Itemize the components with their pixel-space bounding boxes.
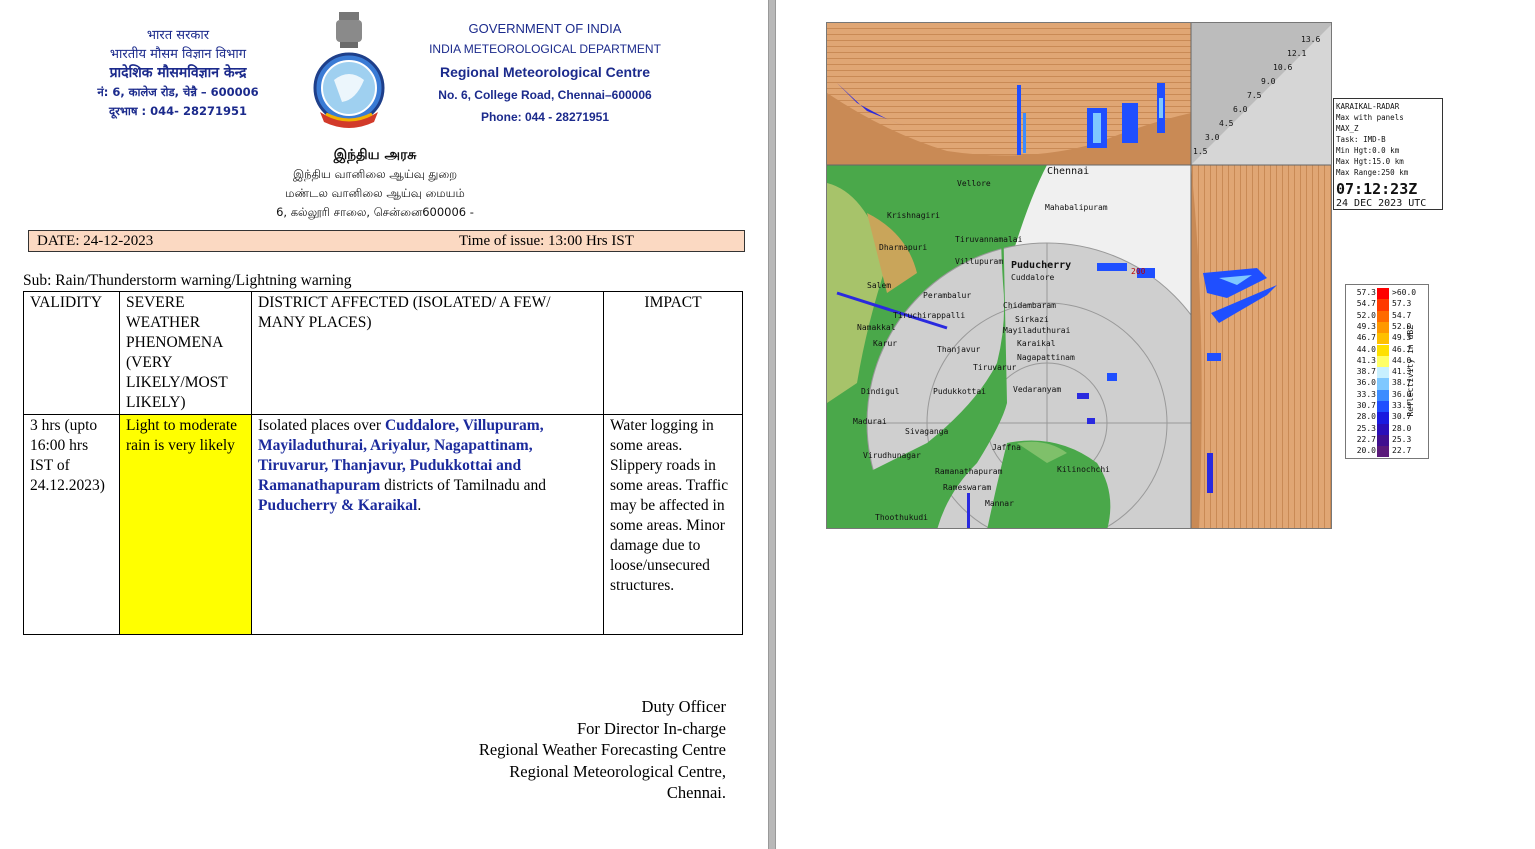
legend-low-value: 22.7 [1356, 434, 1376, 444]
table-header-row [24, 292, 743, 415]
place-perambalur: Perambalur [923, 291, 972, 300]
place-dindigul: Dindigul [861, 387, 900, 396]
range-ring-label: 200 [1131, 267, 1146, 276]
legend-low-value: 38.7 [1356, 367, 1376, 377]
legend-high-value: 30.7 [1392, 412, 1412, 422]
place-karaikal: Karaikal [1017, 339, 1056, 348]
place-tiruvannamalai: Tiruvannamalai [955, 235, 1023, 244]
info-station: KARAIKAL-RADAR [1336, 102, 1400, 111]
header-phenomena: SEVERE WEATHER PHENOMENA (VERY LIKELY/MOST LIKELY) [120, 292, 252, 415]
legend-swatch [1377, 401, 1389, 412]
legend-swatch [1377, 424, 1389, 435]
place-mahabalipuram: Mahabalipuram [1045, 203, 1108, 212]
hindi-line-5: दूरभाष : 044- 28271951 [109, 104, 247, 118]
cell-validity: 3 hrs (upto 16:00 hrs IST of 24.12.2023) [24, 415, 120, 635]
signature-line-3: Regional Weather Forecasting Centre [478, 740, 726, 760]
district-list-tamilnadu: Cuddalore, Villupuram, Mayiladuthurai, Ariyalur, Nagapattinam, Tiruvarur, Thanjavur, Pudukkottai and Ramanathapuram [258, 417, 544, 494]
legend-high-value: 33.3 [1392, 401, 1412, 410]
hindi-line-3: प्रादेशिक मौसमविज्ञान केन्द्र [109, 65, 247, 81]
legend-high-value: 44.0 [1392, 355, 1412, 365]
header-impact: IMPACT [604, 292, 743, 415]
height-tick: 4.5 [1219, 119, 1234, 128]
hindi-line-4: नं: 6, कालेज रोड, चेन्नै – 600006 [97, 85, 259, 99]
info-time: 07:12:23Z [1336, 180, 1418, 198]
place-ramanathapuram: Ramanathapuram [935, 467, 1003, 476]
issue-date: DATE: 24-12-2023 [37, 233, 154, 249]
legend-swatch [1377, 435, 1389, 446]
legend-high-value: 38.7 [1392, 378, 1412, 388]
place-chidambaram: Chidambaram [1003, 301, 1056, 310]
place-krishnagiri: Krishnagiri [887, 211, 940, 220]
legend-swatch [1377, 299, 1389, 310]
legend-low-value: 28.0 [1356, 412, 1376, 422]
tamil-line-2: இந்திய வானிலை ஆய்வு துறை [292, 167, 458, 181]
signature-line-2: For Director In-charge [576, 718, 726, 738]
cell-district [252, 415, 604, 635]
legend-swatch [1377, 378, 1389, 389]
place-thanjavur: Thanjavur [937, 345, 981, 354]
place-puducherry: Puducherry [1011, 260, 1072, 271]
issue-bar [28, 230, 745, 252]
place-cuddalore: Cuddalore [1011, 273, 1055, 282]
legend-high-value: 41.3 [1392, 367, 1412, 377]
signature-line-5: Chennai. [666, 783, 726, 803]
legend-swatch [1377, 390, 1389, 401]
legend-low-value: 52.0 [1356, 310, 1376, 320]
place-nagapattinam: Nagapattinam [1017, 353, 1075, 362]
legend-low-value: 57.3 [1356, 288, 1376, 297]
legend-swatch [1377, 446, 1389, 457]
legend-swatch [1377, 356, 1389, 367]
info-min-height: Min Hgt:0.0 km [1336, 146, 1400, 155]
legend-low-value: 36.0 [1356, 378, 1376, 388]
height-tick: 12.1 [1287, 49, 1307, 58]
legend-high-value: >60.0 [1392, 288, 1417, 297]
place-vedaranyam: Vedaranyam [1013, 385, 1062, 394]
legend-swatch [1377, 412, 1389, 423]
legend-swatch [1377, 345, 1389, 356]
english-line-4: No. 6, College Road, Chennai–600006 [438, 88, 652, 102]
district-end: . [417, 497, 422, 514]
reflectivity-legend [1345, 284, 1429, 459]
place-tiruchirappalli: Tiruchirappalli [893, 311, 966, 320]
info-max-range: Max Range:250 km [1336, 168, 1409, 177]
place-jaffna: Jaffna [992, 443, 1021, 452]
height-tick: 10.6 [1273, 63, 1293, 72]
place-virudhunagar: Virudhunagar [863, 451, 921, 460]
english-header [420, 20, 670, 128]
signature-block [479, 696, 726, 804]
tamil-line-4: 6, கல்லூரி சாலை, சென்னை600006 - [276, 205, 474, 219]
hindi-line-2: भारतीय मौसम विज्ञान विभाग [109, 47, 247, 62]
info-task: Task: IMD-B [1336, 135, 1386, 144]
legend-low-value: 49.3 [1356, 321, 1376, 331]
info-type: MAX_Z [1336, 124, 1359, 133]
hindi-header [78, 26, 278, 121]
signature-line-4: Regional Meteorological Centre, [509, 761, 726, 781]
height-tick: 7.5 [1247, 91, 1262, 100]
legend-swatch [1377, 367, 1389, 378]
subject-line: Sub: Rain/Thunderstorm warning/Lightning warning [23, 272, 352, 289]
imd-emblem-icon [312, 10, 386, 130]
page-divider [768, 0, 776, 849]
legend-low-value: 44.0 [1356, 344, 1376, 354]
radar-info-box [1333, 98, 1443, 210]
english-line-1: GOVERNMENT OF INDIA [468, 21, 622, 36]
place-mannar: Mannar [985, 499, 1014, 508]
legend-low-value: 20.0 [1356, 446, 1376, 456]
cell-impact: Water logging in some areas. Slippery roads in some areas. Traffic may be affected in some areas. Minor damage due to loose/unsecured structures. [604, 415, 743, 635]
place-mayiladuthurai: Mayiladuthurai [1003, 326, 1071, 335]
info-max-height: Max Hgt:15.0 km [1336, 157, 1404, 166]
legend-high-value: 54.7 [1392, 310, 1412, 320]
hindi-line-1: भारत सरकार [146, 28, 210, 43]
legend-high-value: 25.3 [1392, 434, 1412, 444]
legend-high-value: 52.0 [1392, 321, 1412, 331]
height-tick: 6.0 [1233, 105, 1248, 114]
issue-time: Time of issue: 13:00 Hrs IST [459, 233, 634, 249]
legend-low-value: 30.7 [1356, 401, 1376, 410]
legend-high-value: 36.0 [1392, 389, 1412, 399]
legend-low-value: 54.7 [1356, 299, 1376, 309]
district-prefix: Isolated places over [258, 417, 385, 434]
legend-swatch [1377, 288, 1389, 299]
legend-low-value: 46.7 [1356, 333, 1376, 343]
place-dharmapuri: Dharmapuri [879, 243, 928, 252]
place-kilinochchi: Kilinochchi [1057, 465, 1110, 474]
place-rameswaram: Rameswaram [943, 483, 992, 492]
legend-high-value: 49.3 [1392, 333, 1412, 343]
place-villupuram: Villupuram [955, 257, 1004, 266]
english-line-2: INDIA METEOROLOGICAL DEPARTMENT [429, 42, 661, 56]
legend-high-value: 28.0 [1392, 423, 1412, 433]
legend-high-value: 57.3 [1392, 299, 1412, 309]
height-tick: 9.0 [1261, 77, 1276, 86]
info-date: 24 DEC 2023 UTC [1336, 198, 1427, 209]
height-tick: 13.6 [1301, 35, 1321, 44]
info-product: Max with panels [1336, 113, 1404, 122]
table-row [24, 415, 743, 635]
header-validity: VALIDITY [24, 292, 120, 415]
legend-unit: Reflectivity in dBZ [1406, 325, 1415, 417]
place-sivaganga: Sivaganga [905, 427, 949, 436]
district-mid: districts of Tamilnadu and [380, 477, 546, 494]
english-line-5: Phone: 044 - 28271951 [480, 110, 610, 124]
radar-image [826, 22, 1332, 529]
english-line-3: Regional Meteorological Centre [439, 64, 651, 80]
place-tiruvarur: Tiruvarur [973, 363, 1017, 372]
district-list-puducherry: Puducherry & Karaikal [258, 497, 418, 514]
place-thoothukudi: Thoothukudi [875, 513, 928, 522]
place-namakkal: Namakkal [857, 323, 896, 332]
height-tick: 1.5 [1193, 147, 1208, 156]
place-karur: Karur [873, 339, 898, 348]
place-pudukkottai: Pudukkottai [933, 387, 986, 396]
legend-swatch [1377, 311, 1389, 322]
place-madurai: Madurai [853, 417, 887, 426]
tamil-line-3: மண்டல வானிலை ஆய்வு மையம் [285, 186, 465, 200]
cell-phenomena: Light to moderate rain is very likely [120, 415, 252, 635]
legend-low-value: 25.3 [1356, 423, 1376, 433]
place-salem: Salem [867, 281, 892, 290]
tamil-line-1: இந்திய அரசு [333, 147, 417, 163]
warning-table [23, 291, 743, 635]
height-tick: 3.0 [1205, 133, 1220, 142]
legend-high-value: 22.7 [1392, 446, 1412, 456]
legend-swatch [1377, 322, 1389, 333]
place-chennai: Chennai [1047, 166, 1090, 177]
legend-swatch [1377, 333, 1389, 344]
legend-low-value: 33.3 [1356, 389, 1376, 399]
signature-line-1: Duty Officer [641, 697, 726, 716]
tamil-header [250, 146, 500, 222]
place-sirkazi: Sirkazi [1015, 315, 1049, 324]
legend-high-value: 46.7 [1392, 344, 1412, 354]
place-vellore: Vellore [957, 179, 991, 188]
header-district: DISTRICT AFFECTED (ISOLATED/ A FEW/ MANY PLACES) [252, 292, 604, 415]
legend-low-value: 41.3 [1356, 355, 1376, 365]
